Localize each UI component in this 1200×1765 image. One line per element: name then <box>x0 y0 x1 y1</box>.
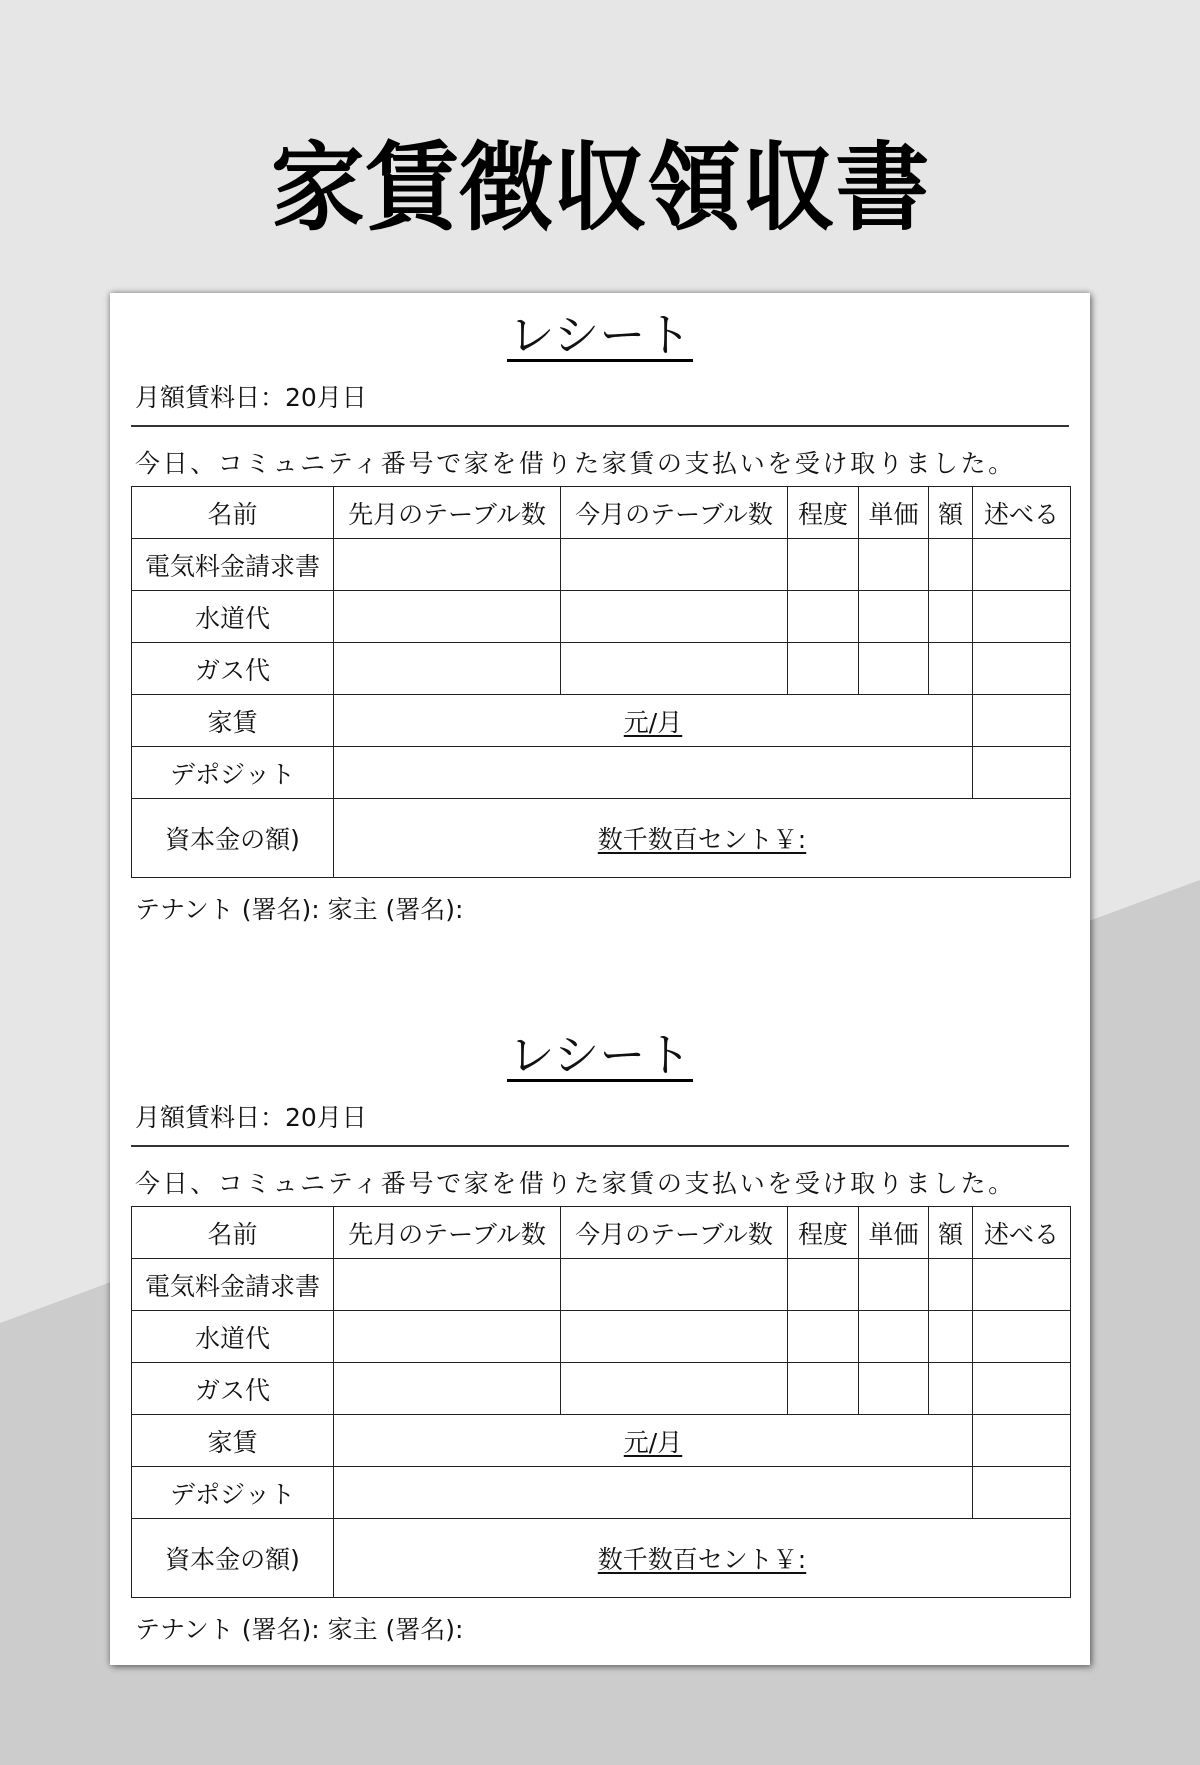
cell-input[interactable] <box>929 539 973 591</box>
cell-input[interactable] <box>859 1363 929 1415</box>
total-amount-cell[interactable] <box>334 799 1071 878</box>
row-label: ガス代 <box>132 643 334 695</box>
table-header-row <box>132 487 1071 539</box>
cell-input[interactable] <box>334 1259 561 1311</box>
cell-input[interactable] <box>859 643 929 695</box>
row-label: デポジット <box>132 1467 334 1519</box>
rent-note-cell[interactable] <box>973 695 1071 747</box>
table-row-electricity <box>132 1259 1071 1311</box>
receipt-table <box>131 486 1071 878</box>
header-name: 名前 <box>132 1207 334 1259</box>
header-this-month-reading: 今月のテーブル数 <box>561 1207 788 1259</box>
row-label: デポジット <box>132 747 334 799</box>
cell-input[interactable] <box>334 591 561 643</box>
row-label: 家賃 <box>132 695 334 747</box>
row-label: 資本金の額) <box>132 1519 334 1598</box>
header-remarks: 述べる <box>973 487 1071 539</box>
header-last-month-reading: 先月のテーブル数 <box>334 487 561 539</box>
cell-input[interactable] <box>929 1311 973 1363</box>
table-header-row <box>132 1207 1071 1259</box>
header-this-month-reading: 今月のテーブル数 <box>561 487 788 539</box>
cell-input[interactable] <box>929 1259 973 1311</box>
cell-input[interactable] <box>929 1363 973 1415</box>
divider <box>131 425 1069 427</box>
cell-input[interactable] <box>859 1259 929 1311</box>
row-label: 家賃 <box>132 1415 334 1467</box>
cell-input[interactable] <box>788 1363 859 1415</box>
deposit-amount-cell[interactable] <box>334 747 973 799</box>
row-label: 水道代 <box>132 1311 334 1363</box>
divider <box>131 1145 1069 1147</box>
cell-input[interactable] <box>929 643 973 695</box>
cell-input[interactable] <box>859 591 929 643</box>
receipt-title <box>110 1027 1090 1083</box>
cell-input[interactable] <box>788 1259 859 1311</box>
table-row-total <box>132 1519 1071 1598</box>
cell-input[interactable] <box>859 539 929 591</box>
table-row-deposit <box>132 747 1071 799</box>
receipt-title-text: レシート <box>508 1028 692 1082</box>
total-amount-label: 数千数百セント￥: <box>597 1545 807 1574</box>
cell-input[interactable] <box>788 643 859 695</box>
cell-input[interactable] <box>929 591 973 643</box>
cell-input[interactable] <box>334 643 561 695</box>
cell-input[interactable] <box>788 591 859 643</box>
header-amount: 額 <box>929 1207 973 1259</box>
cell-input[interactable] <box>973 539 1071 591</box>
row-label: 水道代 <box>132 591 334 643</box>
cell-input[interactable] <box>561 591 788 643</box>
table-row-total <box>132 799 1071 878</box>
cell-input[interactable] <box>859 1311 929 1363</box>
cell-input[interactable] <box>561 1311 788 1363</box>
deposit-note-cell[interactable] <box>973 747 1071 799</box>
cell-input[interactable] <box>973 1363 1071 1415</box>
table-row-water <box>132 1311 1071 1363</box>
rent-amount-cell[interactable] <box>334 1415 973 1467</box>
table-row-gas <box>132 1363 1071 1415</box>
deposit-note-cell[interactable] <box>973 1467 1071 1519</box>
cell-input[interactable] <box>561 539 788 591</box>
header-unit-price: 単価 <box>859 1207 929 1259</box>
signature-line: テナント (署名): 家主 (署名): <box>135 895 464 924</box>
receipt-paper <box>110 293 1090 1665</box>
table-row-rent <box>132 695 1071 747</box>
header-amount: 額 <box>929 487 973 539</box>
rent-unit: 元/月 <box>623 707 683 737</box>
header-unit-price: 単価 <box>859 487 929 539</box>
cell-input[interactable] <box>334 1363 561 1415</box>
cell-input[interactable] <box>561 643 788 695</box>
header-usage: 程度 <box>788 1207 859 1259</box>
header-name: 名前 <box>132 487 334 539</box>
table-row-deposit <box>132 1467 1071 1519</box>
header-last-month-reading: 先月のテーブル数 <box>334 1207 561 1259</box>
cell-input[interactable] <box>334 1311 561 1363</box>
cell-input[interactable] <box>973 591 1071 643</box>
header-usage: 程度 <box>788 487 859 539</box>
receipt-table <box>131 1206 1071 1598</box>
receipt-title-text: レシート <box>508 308 692 362</box>
cell-input[interactable] <box>973 1311 1071 1363</box>
header-remarks: 述べる <box>973 1207 1071 1259</box>
table-row-electricity <box>132 539 1071 591</box>
total-amount-cell[interactable] <box>334 1519 1071 1598</box>
row-label: 電気料金請求書 <box>132 539 334 591</box>
rent-due-date: 月額賃料日：20月日 <box>135 1103 367 1132</box>
rent-note-cell[interactable] <box>973 1415 1071 1467</box>
cell-input[interactable] <box>973 643 1071 695</box>
table-row-rent <box>132 1415 1071 1467</box>
rent-amount-cell[interactable] <box>334 695 973 747</box>
payment-statement: 今日、コミュニティ番号で家を借りた家賃の支払いを受け取りました。 <box>135 449 1016 478</box>
payment-statement: 今日、コミュニティ番号で家を借りた家賃の支払いを受け取りました。 <box>135 1169 1016 1198</box>
cell-input[interactable] <box>788 1311 859 1363</box>
row-label: 電気料金請求書 <box>132 1259 334 1311</box>
cell-input[interactable] <box>561 1363 788 1415</box>
row-label: 資本金の額) <box>132 799 334 878</box>
page-title: 家賃徴収領収書 <box>270 132 930 244</box>
table-row-water <box>132 591 1071 643</box>
rent-unit: 元/月 <box>623 1427 683 1457</box>
cell-input[interactable] <box>334 539 561 591</box>
signature-line: テナント (署名): 家主 (署名): <box>135 1615 464 1644</box>
table-row-gas <box>132 643 1071 695</box>
deposit-amount-cell[interactable] <box>334 1467 973 1519</box>
total-amount-label: 数千数百セント￥: <box>597 825 807 854</box>
receipt-title <box>110 307 1090 363</box>
cell-input[interactable] <box>973 1259 1071 1311</box>
cell-input[interactable] <box>561 1259 788 1311</box>
rent-due-date: 月額賃料日：20月日 <box>135 383 367 412</box>
cell-input[interactable] <box>788 539 859 591</box>
row-label: ガス代 <box>132 1363 334 1415</box>
